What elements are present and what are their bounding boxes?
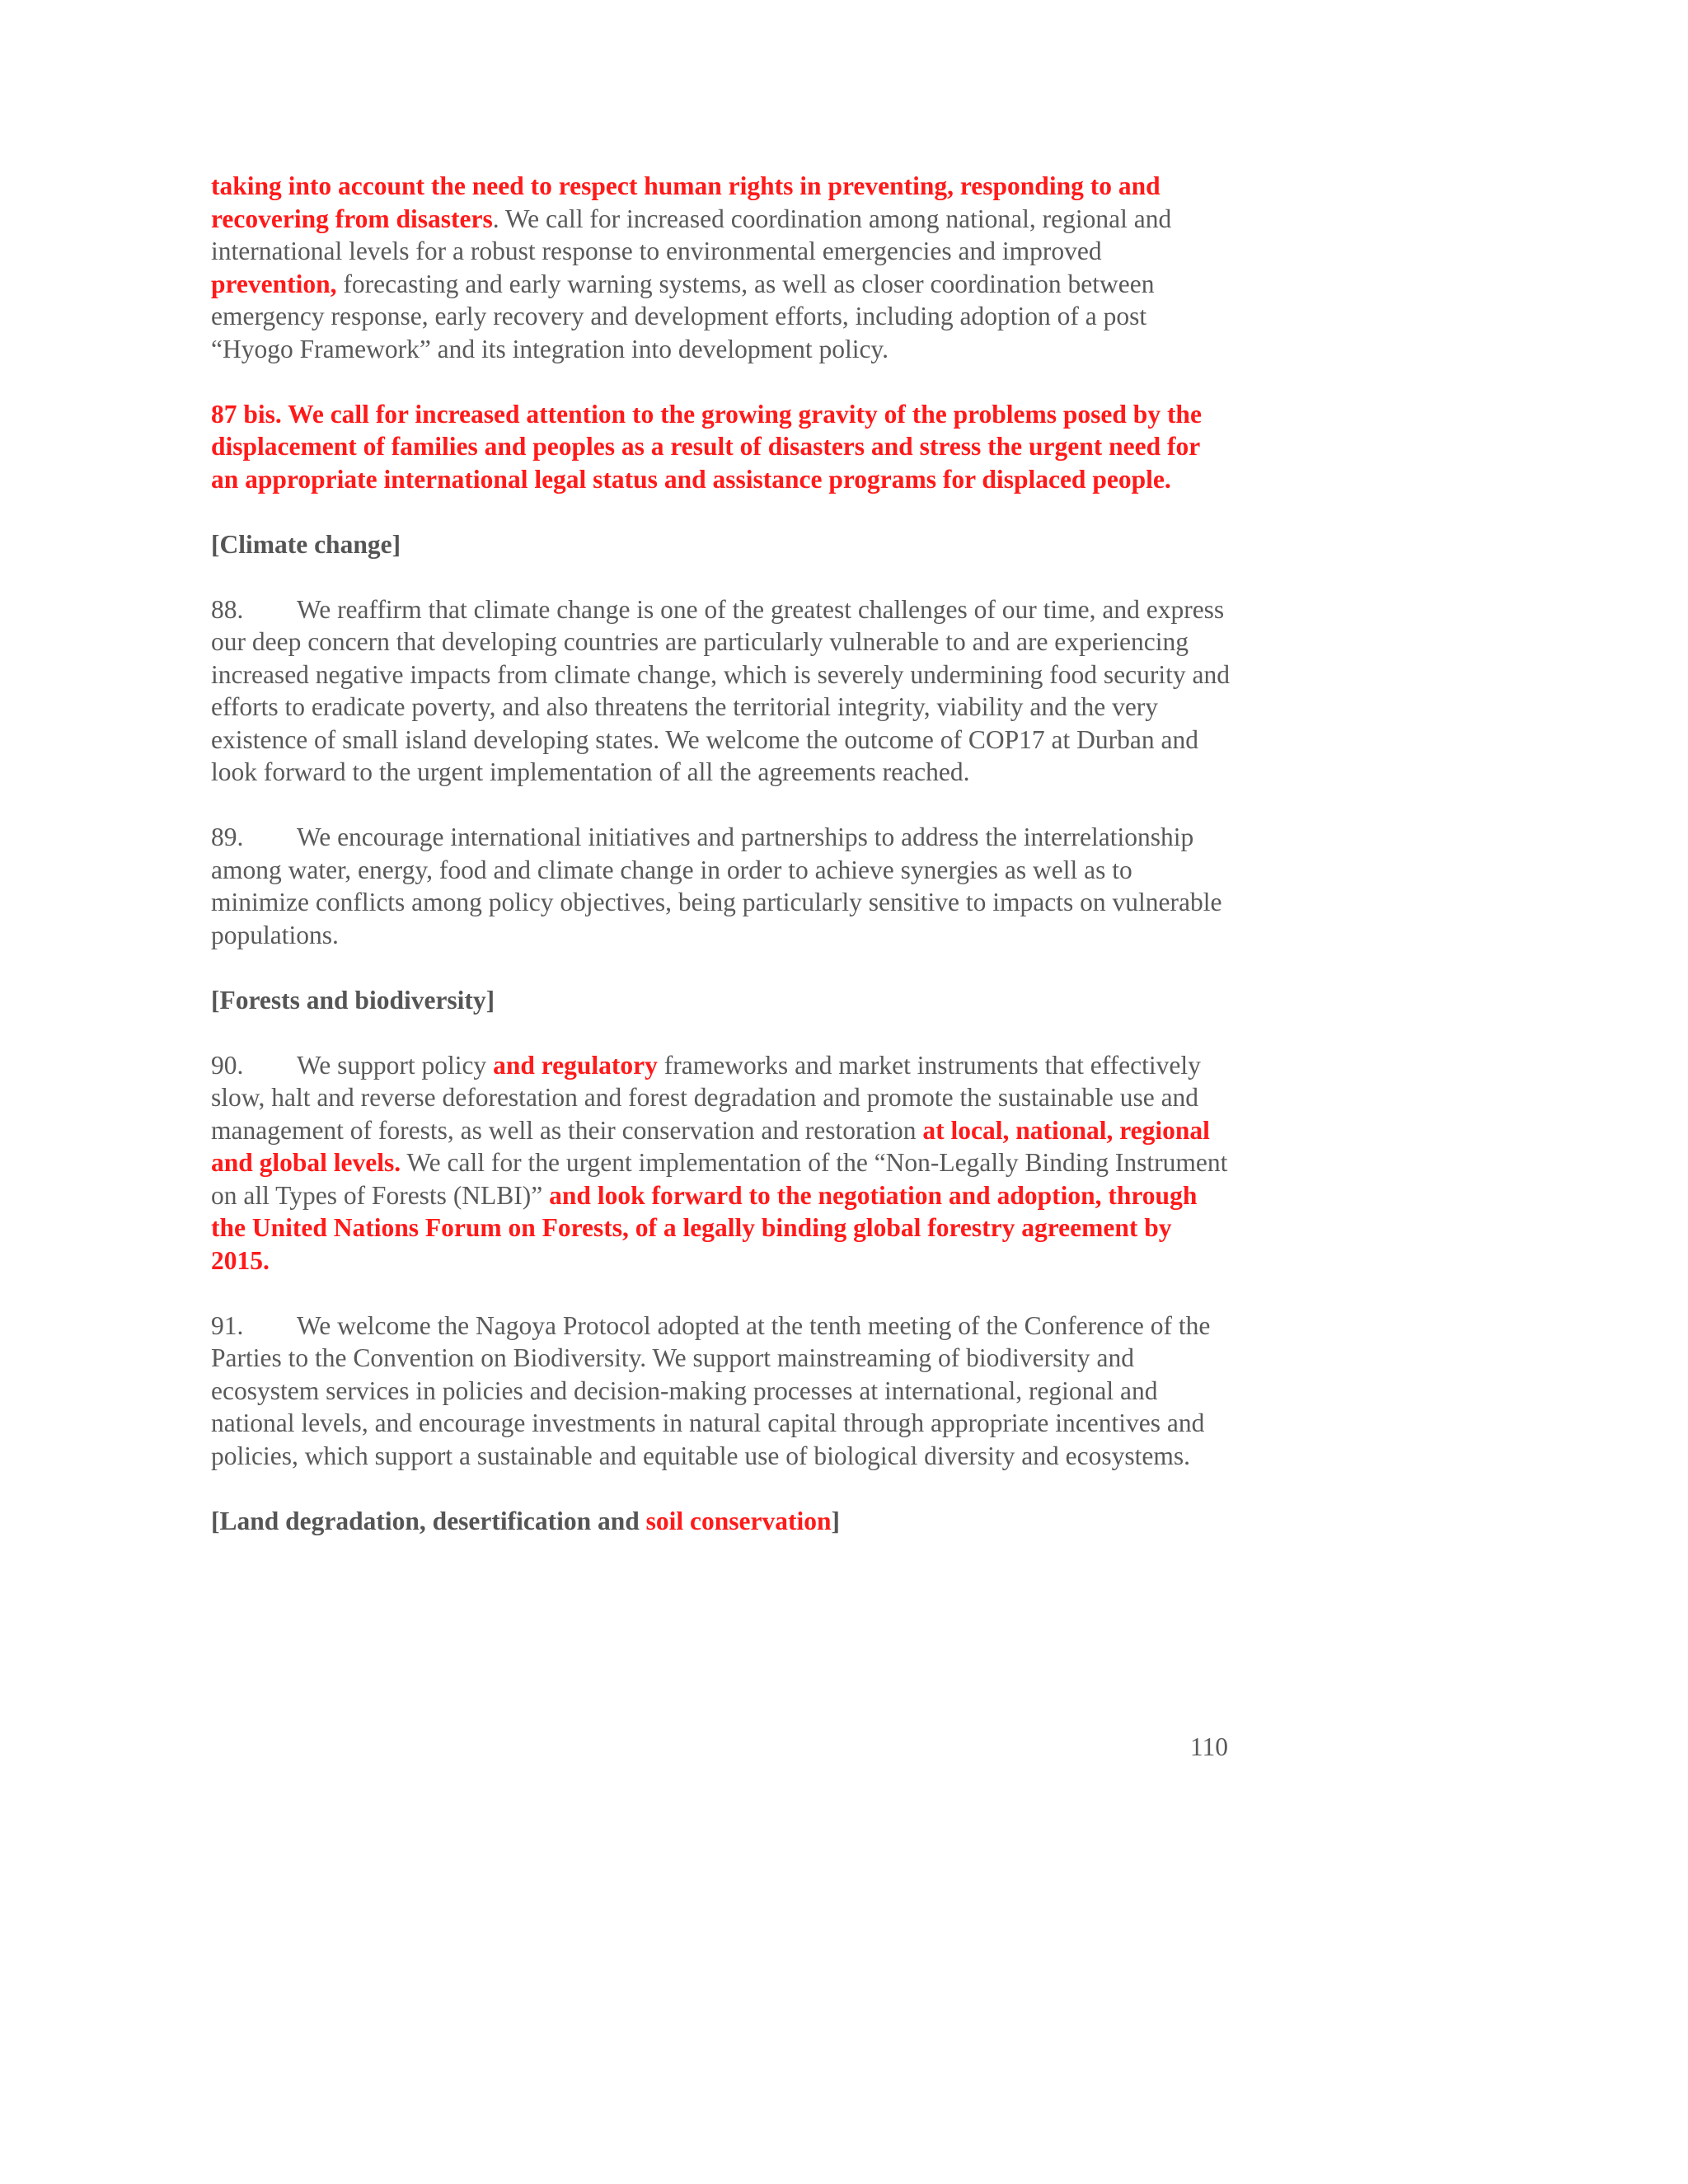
section-heading-climate-change: [Climate change] xyxy=(211,529,401,559)
body-text: forecasting and early warning systems, as well as closer coordination between emergency response, early recovery and development efforts, including adoption of a post “Hyogo Framework” and its integration into development policy. xyxy=(211,269,1155,363)
body-text: We reaffirm that climate change is one of the greatest challenges of our time, and express our deep concern that developing countries are particularly vulnerable to and are experiencing increased negative impacts from climate change, which is severely undermining food security and efforts to eradicate poverty, and also threatens the territorial integrity, viability and the very existence of small island developing states. We welcome the outcome of COP17 at Durban and look forward to the urgent implementation of all the agreements reached. xyxy=(211,594,1230,786)
body-text: We support policy xyxy=(297,1050,494,1080)
inserted-text: at local, national, regional and global levels. xyxy=(211,1115,1210,1177)
section-heading-forests-biodiversity: [Forests and biodiversity] xyxy=(211,985,495,1015)
body-text: . We call for increased coordination among national, regional and international levels for a robust response to environmental emergencies and improved xyxy=(211,204,1172,265)
inserted-text: soil conservation xyxy=(645,1506,832,1535)
inserted-text: and regulatory xyxy=(493,1050,658,1080)
paragraph-number: 89. xyxy=(211,823,244,851)
paragraph-89 xyxy=(211,821,1233,951)
heading-text: [Land degradation, desertification and xyxy=(211,1506,646,1535)
inserted-text: prevention, xyxy=(211,269,337,298)
paragraph-87-continued xyxy=(211,170,1233,365)
body-text: We welcome the Nagoya Protocol adopted at the tenth meeting of the Conference of the Parties to the Convention on Biodiversity. We support mainstreaming of biodiversity and ecosystem services in policies and decision-making processes at international, regional and national levels, and encourage investments in natural capital through appropriate incentives and policies, which support a sustainable and equitable use of biological diversity and ecosystems. xyxy=(211,1310,1211,1470)
document-page xyxy=(211,170,1233,1570)
paragraph-90 xyxy=(211,1049,1233,1277)
paragraph-91 xyxy=(211,1310,1233,1473)
heading-text-close: ] xyxy=(831,1506,841,1535)
body-text: frameworks and market instruments that effectively slow, halt and reverse deforestation and forest degradation and promote the sustainable use and management of forests, as well as their conservation and restoration xyxy=(211,1050,1201,1145)
body-text: We encourage international initiatives and partnerships to address the interrelationship among water, energy, food and climate change in order to achieve synergies as well as to minimize conflicts among policy objectives, being particularly sensitive to impacts on vulnerable populations. xyxy=(211,823,1222,949)
body-text: We call for the urgent implementation of the “Non-Legally Binding Instrument on all Types of Forests (NLBI)” xyxy=(211,1148,1228,1210)
paragraph-number: 91. xyxy=(211,1310,244,1340)
paragraph-number: 88. xyxy=(211,594,244,624)
paragraph-number: 90. xyxy=(211,1050,244,1080)
inserted-text: taking into account the need to respect human rights in preventing, responding to and recovering from disasters xyxy=(211,171,1160,233)
section-heading-land-degradation xyxy=(211,1505,1233,1538)
paragraph-88 xyxy=(211,593,1233,789)
paragraph-87-bis: 87 bis. We call for increased attention to the growing gravity of the problems posed by the displacement of families and peoples as a result of disasters and stress the urgent need for an appropriate international legal status and assistance programs for displaced people. xyxy=(211,399,1202,494)
inserted-text: and look forward to the negotiation and adoption, through the United Nations Forum on Forests, of a legally binding global forestry agreement by 2015. xyxy=(211,1180,1198,1275)
page-number: 110 xyxy=(1189,1732,1228,1761)
